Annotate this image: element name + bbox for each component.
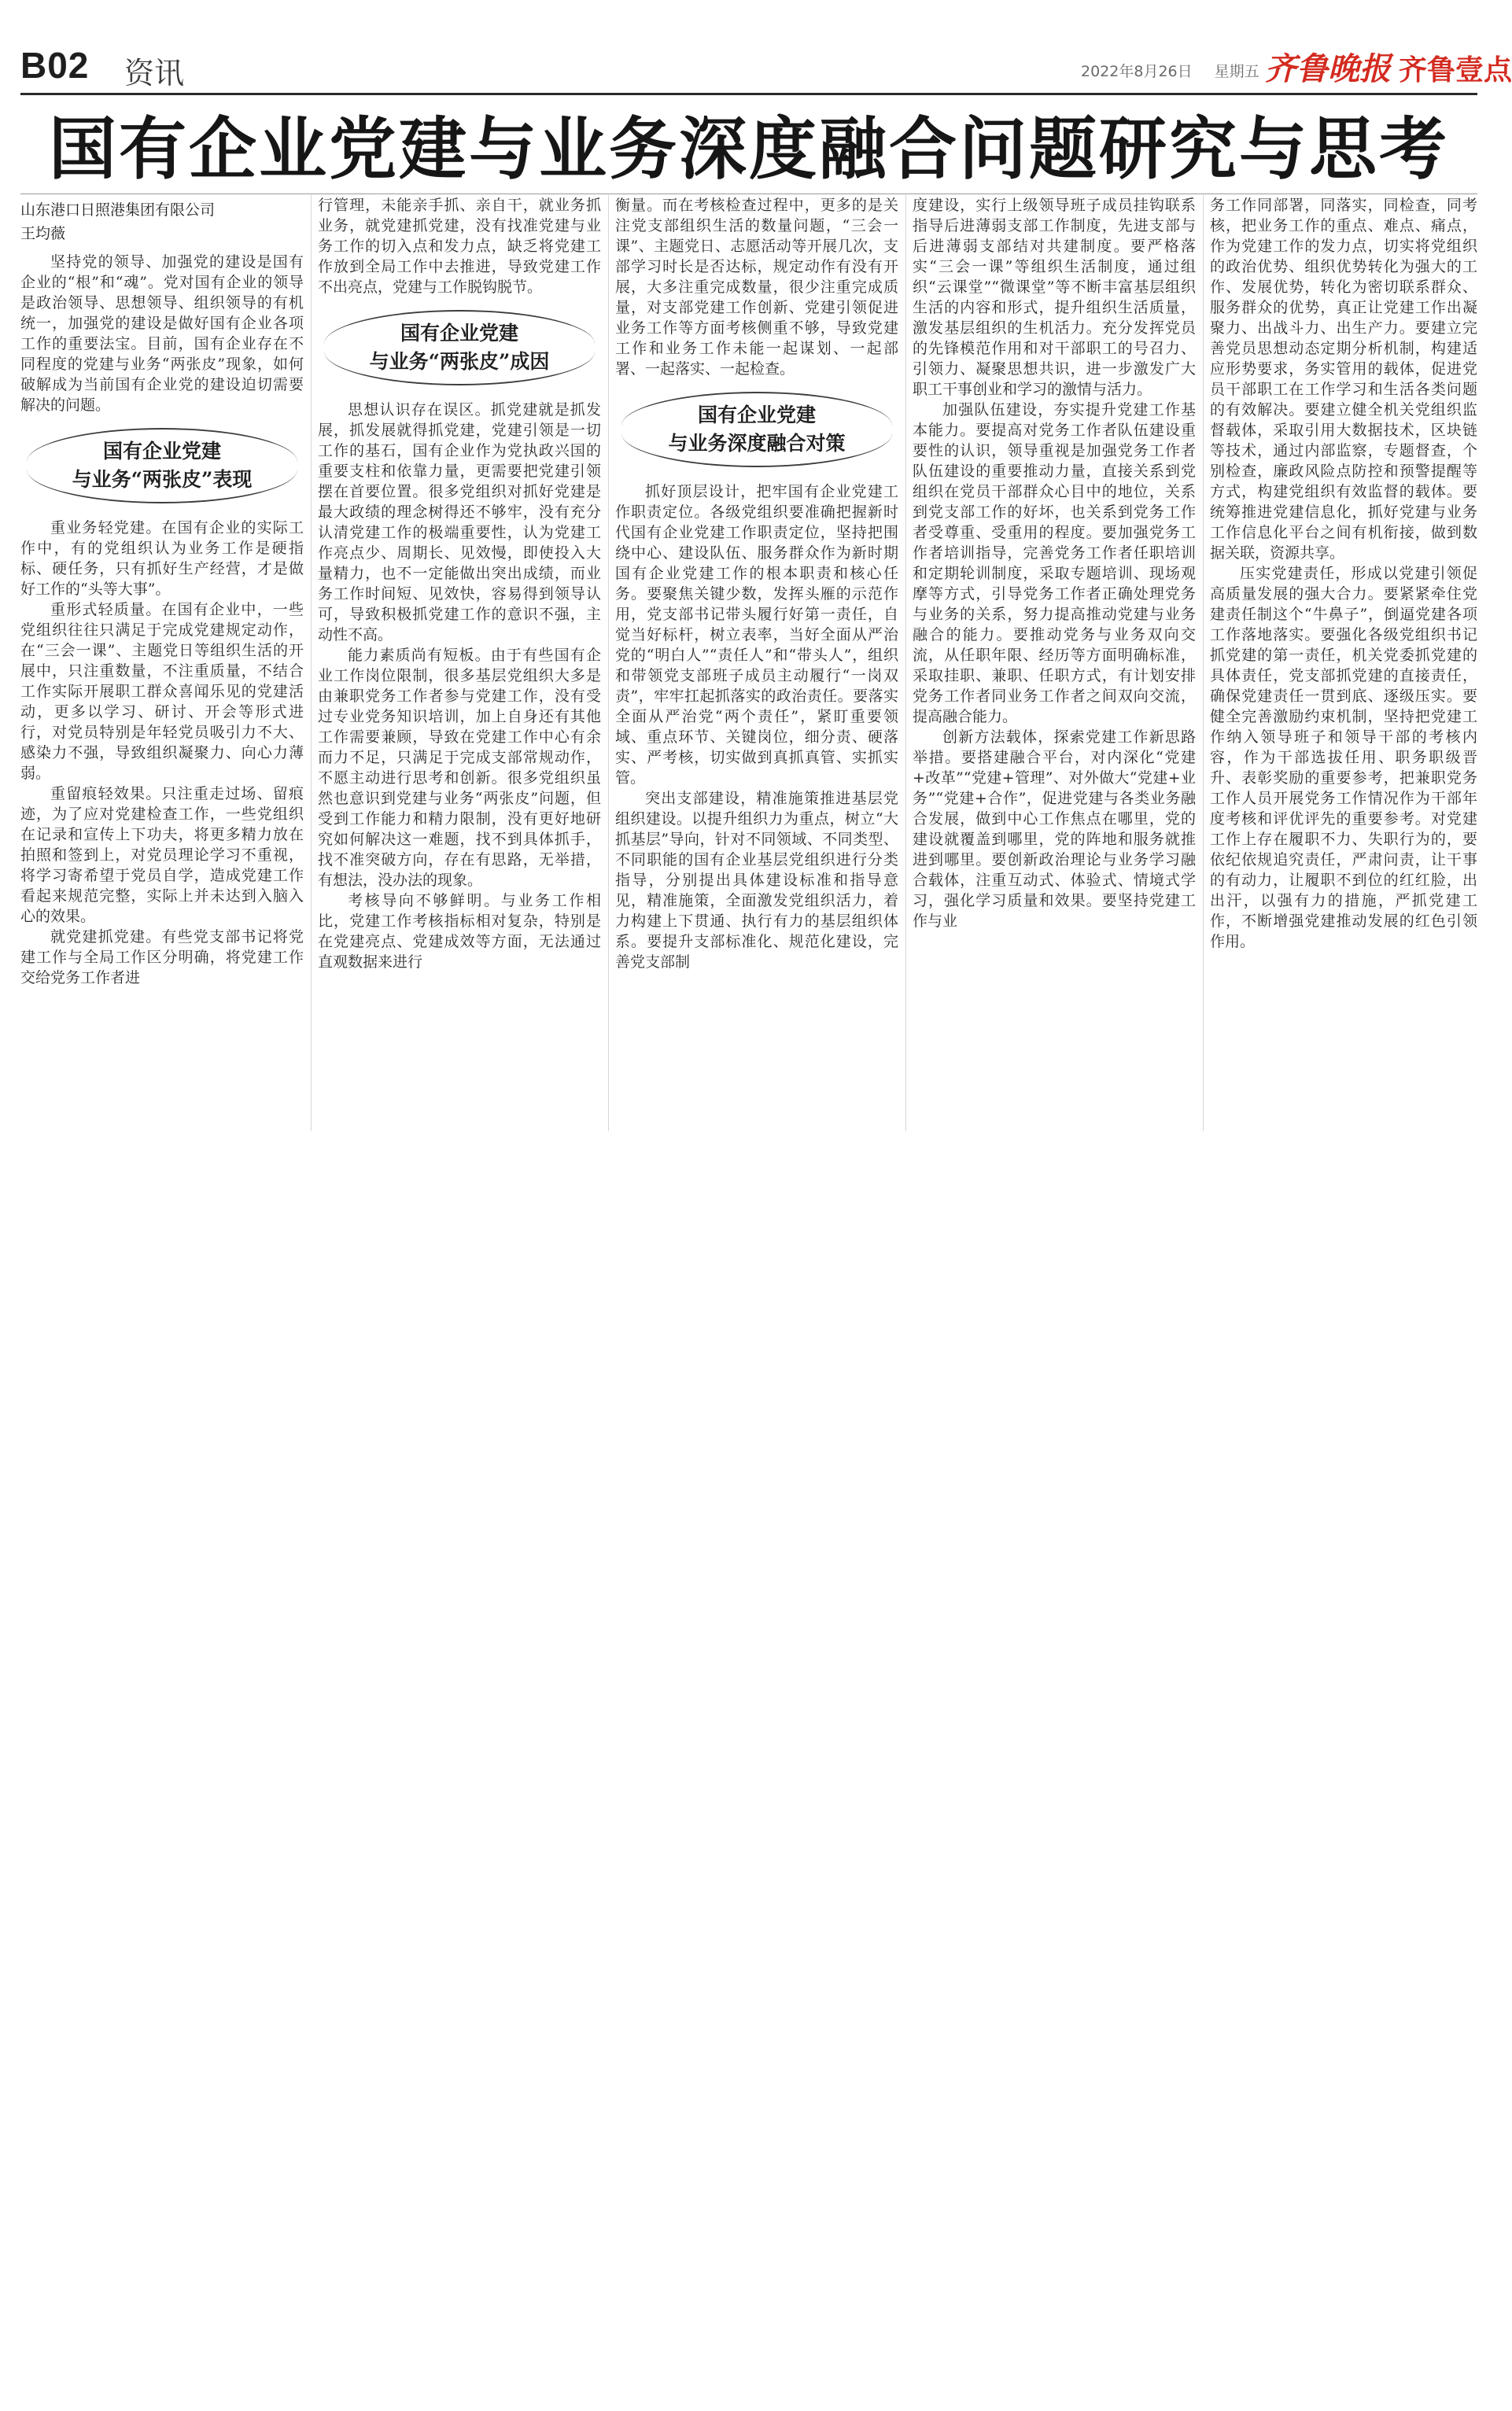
paragraph: 重留痕轻效果。只注重走过场、留痕迹，为了应对党建检查工作，一些党组织在记录和宣传上下功夫，将更多精力放在拍照和签到上，对党员理论学习不重视，将学习寄希望于党员自学，造成党建工作看起来规范完整，实际上并未达到入脑入心的效果。 bbox=[20, 785, 304, 925]
subhead-line: 国有企业党建 bbox=[102, 440, 221, 463]
paragraph: 考核导向不够鲜明。与业务工作相比，党建工作考核指标相对复杂，特别是在党建亮点、党建成效等方面，无法通过直观数据来进行 bbox=[318, 892, 601, 971]
paragraph: 创新方法载体，探索党建工作新思路举措。要搭建融合平台，对内深化“党建+改革”“党建+管理”、对外做大“党建+业务”“党建+合作”，促进党建与各类业务融合发展，做到中心工作焦点在哪里，党的建设就覆盖到哪里，党的阵地和服务就推进到哪里。要创新政治理论与业务学习融合载体，注重互动式、体验式、情境式学习，强化学习质量和效果。要坚持党建工作与业 bbox=[913, 728, 1196, 930]
subhead-countermeasures bbox=[621, 392, 892, 467]
col2-bottom bbox=[318, 400, 601, 972]
column-divider bbox=[608, 195, 609, 1131]
subhead-line: 与业务“两张皮”成因 bbox=[369, 350, 550, 373]
paragraph: 加强队伍建设，夯实提升党建工作基本能力。要提高对党务工作者队伍建设重要性的认识，领导重视是加强党务工作者队伍建设的重要推动力量，直接关系到党组织在党员干部群众心目中的地位，关系到党支部工作的好坏，也关系到党务工作者受尊重、受重用的程度。要加强党务工作者培训指导，完善党务工作者任职培训和定期轮训制度，采取专题培训、现场观摩等方式，引导党务工作者正确处理党务与业务的关系，努力提高推动党建与业务融合的能力。要推动党务与业务双向交流，从任职年限、经历等方面明确标准，采取挂职、兼职、任职方式，有计划安排党务工作者同业务工作者之间双向交流，提高融合能力。 bbox=[913, 401, 1196, 725]
page-code: B02 bbox=[20, 45, 90, 86]
col2-top bbox=[318, 195, 601, 297]
paragraph: 就党建抓党建。有些党支部书记将党建工作与全局工作区分明确，将党建工作交给党务工作者进 bbox=[20, 928, 304, 986]
brand-logo bbox=[1265, 44, 1512, 89]
paragraph: 度建设，实行上级领导班子成员挂钩联系指导后进薄弱支部工作制度，先进支部与后进薄弱支部结对共建制度。要严格落实“三会一课”等组织生活制度，通过组织“云课堂”“微课堂”等不断丰富基层组织生活的内容和形式，提升组织生活质量，激发基层组织的生机活力。充分发挥党员的先锋模范作用和对干部职工的号召力、引领力、凝聚思想共识，进一步激发广大职工干事创业和学习的激情与活力。 bbox=[913, 197, 1196, 398]
paragraph: 行管理，未能亲手抓、亲自干，就业务抓业务，就党建抓党建，没有找准党建与业务工作的切入点和发力点，缺乏将党建工作放到全局工作中去推进，导致党建工作不出亮点，党建与工作脱钩脱节。 bbox=[318, 197, 601, 296]
brand-qilu-yidian: 齐鲁壹点 bbox=[1399, 54, 1512, 87]
paragraph: 突出支部建设，精准施策推进基层党组织建设。以提升组织力为重点，树立“大抓基层”导向，针对不同领域、不同类型、不同职能的国有企业基层党组织进行分类指导，分别提出具体建设标准和指导意见，精准施策，全面激发党组织活力，着力构建上下贯通、执行有力的基层组织体系。要提升支部标准化、规范化建设，完善党支部制 bbox=[615, 790, 898, 971]
col1-top bbox=[20, 252, 304, 415]
article-column-3 bbox=[615, 195, 898, 972]
byline-author: 王均薇 bbox=[20, 225, 66, 242]
masthead bbox=[20, 41, 1512, 90]
paragraph: 重形式轻质量。在国有企业中，一些党组织往往只满足于完成党建规定动作，在“三会一课”、主题党日等组织生活的开展中，只注重数量，不注重质量，不结合工作实际开展职工群众喜闻乐见的党建活动，更多以学习、研讨、开会等形式进行，对党员特别是年轻党员吸引力不大、感染力不强，导致组织凝聚力、向心力薄弱。 bbox=[20, 601, 304, 782]
article-headline: 国有企业党建与业务深度融合问题研究与思考 bbox=[49, 109, 1449, 189]
paragraph: 压实党建责任，形成以党建引领促高质量发展的强大合力。要紧紧牵住党建责任制这个“牛鼻子”，倒逼党建各项工作落地落实。要强化各级党组织书记抓党建的第一责任，机关党委抓党建的具体责任，党支部抓党建的直接责任，确保党建责任一贯到底、逐级压实。要健全完善激励约束机制，坚持把党建工作纳入领导班子和领导干部的考核内容，作为干部选拔任用、职务职级晋升、表彰奖励的重要参考，把兼职党务工作人员开展党务工作情况作为干部年度考核和评优评先的重要参考。对党建工作上存在履职不力、失职行为的，要依纪依规追究责任，严肃问责，让干事的有动力，让履职不到位的红红脸，出出汗，以强有力的措施，严抓党建工作，不断增强党建推动发展的红色引领作用。 bbox=[1210, 565, 1477, 950]
paragraph: 重业务轻党建。在国有企业的实际工作中，有的党组织认为业务工作是硬指标、硬任务，只有抓好生产经营，才是做好工作的“头等大事”。 bbox=[20, 519, 304, 598]
subhead-causes bbox=[324, 310, 595, 385]
masthead-rule bbox=[20, 93, 1477, 95]
paragraph: 务工作同部署，同落实，同检查，同考核，把业务工作的重点、难点、痛点，作为党建工作的发力点，切实将党组织的政治优势、组织优势转化为强大的工作、发展优势，转化为密切联系群众、服务群众的优势，真正让党建工作出凝聚力、出战斗力、出生产力。要建立完善党员思想动态定期分析机制，构建适应形势要求，务实管用的载体，促进党员干部职工在工作学习和生活各类问题的有效解决。要建立健全机关党组织监督载体，采取引用大数据技术，区块链等技术，通过内部监察，专题督查，个别检查，廉政风险点防控和预警提醒等方式，构建党组织有效监督的载体。要统筹推进党建信息化，抓好党建与业务工作信息化平台之间有机衔接，做到数据关联，资源共享。 bbox=[1210, 197, 1477, 562]
paragraph: 抓好顶层设计，把牢国有企业党建工作职责定位。各级党组织要准确把握新时代国有企业党建工作职责定位，坚持把围绕中心、建设队伍、服务群众作为新时期国有企业党建工作的根本职责和核心任务。要聚焦关键少数，发挥头雁的示范作用，党支部书记带头履行好第一责任，自觉当好标杆，树立表率，当好全面从严治党的“明白人”“责任人”和“带头人”，组织和带领党支部班子成员主动履行“一岗双责”，牢牢扛起抓落实的政治责任。要落实全面从严治党“两个责任”，紧盯重要领域、重点环节、关键岗位，细分责、硬落实、严考核，切实做到真抓真管、实抓实管。 bbox=[615, 483, 898, 787]
byline bbox=[20, 198, 215, 245]
column-divider bbox=[1203, 195, 1204, 1131]
subhead-line: 国有企业党建 bbox=[697, 404, 816, 426]
issue-date: 2022年8月26日 bbox=[1081, 63, 1193, 80]
subhead-line: 与业务“两张皮”表现 bbox=[72, 468, 253, 491]
paragraph: 思想认识存在误区。抓党建就是抓发展，抓发展就得抓党建，党建引领是一切工作的基石，国有企业作为党执政兴国的重要支柱和依靠力量，更需要把党建引领摆在首要位置。很多党组织对抓好党建是最大政绩的理念树得还不够牢，没有充分认清党建工作的极端重要性，认为党建工作亮点少、周期长、见效慢，即使投入大量精力，也不一定能做出突出成绩，而业务工作时间短、见效快，容易得到领导认可，导致积极抓党建工作的意识不强，主动性不高。 bbox=[318, 401, 601, 643]
article-column-4 bbox=[913, 195, 1196, 931]
column-divider bbox=[905, 195, 906, 1131]
article-column-2 bbox=[318, 195, 601, 972]
paragraph: 坚持党的领导、加强党的建设是国有企业的“根”和“魂”。党对国有企业的领导是政治领导、思想领导、组织领导的有机统一，加强党的建设是做好国有企业各项工作的重要法宝。目前，国有企业存在不同程度的党建与业务“两张皮”现象，如何破解成为当前国有企业党的建设迫切需要解决的问题。 bbox=[20, 253, 304, 414]
col3-top bbox=[615, 195, 898, 379]
col1-bottom bbox=[20, 518, 304, 988]
section-name: 资讯 bbox=[124, 56, 185, 90]
article-column-1 bbox=[20, 252, 304, 988]
issue-weekday: 星期五 bbox=[1214, 63, 1259, 80]
date-line bbox=[1081, 60, 1259, 81]
paragraph: 能力素质尚有短板。由于有些国有企业工作岗位限制，很多基层党组织大多是由兼职党务工作者参与党建工作，没有受过专业党务知识培训，加上自身还有其他工作需要兼顾，导致在党建工作中心有余而力不足，只满足于完成支部常规动作，不愿主动进行思考和创新。很多党组织虽然也意识到党建与业务“两张皮”问题，但受到工作能力和精力限制，没有更好地研究如何解决这一难题，找不到具体抓手，找不准突破方向，存在有思路，无举措，有想法，没办法的现象。 bbox=[318, 647, 601, 889]
subhead-line: 国有企业党建 bbox=[400, 322, 518, 345]
col3-bottom bbox=[615, 481, 898, 972]
paragraph: 衡量。而在考核检查过程中，更多的是关注党支部组织生活的数量问题，“三会一课”、主题党日、志愿活动等开展几次，支部学习时长是否达标，规定动作有没有开展，大多注重完成数量，很少注重完成质量，对支部党建工作创新、党建引领促进业务工作等方面考核侧重不够，导致党建工作和业务工作未能一起谋划、一起部署、一起落实、一起检查。 bbox=[615, 197, 898, 378]
brand-qilu-evening-news: 齐鲁晚报 bbox=[1265, 50, 1391, 87]
subhead-line: 与业务深度融合对策 bbox=[668, 432, 846, 455]
byline-organization: 山东港口日照港集团有限公司 bbox=[20, 201, 216, 219]
subhead-manifestation bbox=[27, 428, 297, 503]
article-column-5 bbox=[1210, 195, 1477, 952]
column-divider bbox=[311, 195, 312, 1131]
